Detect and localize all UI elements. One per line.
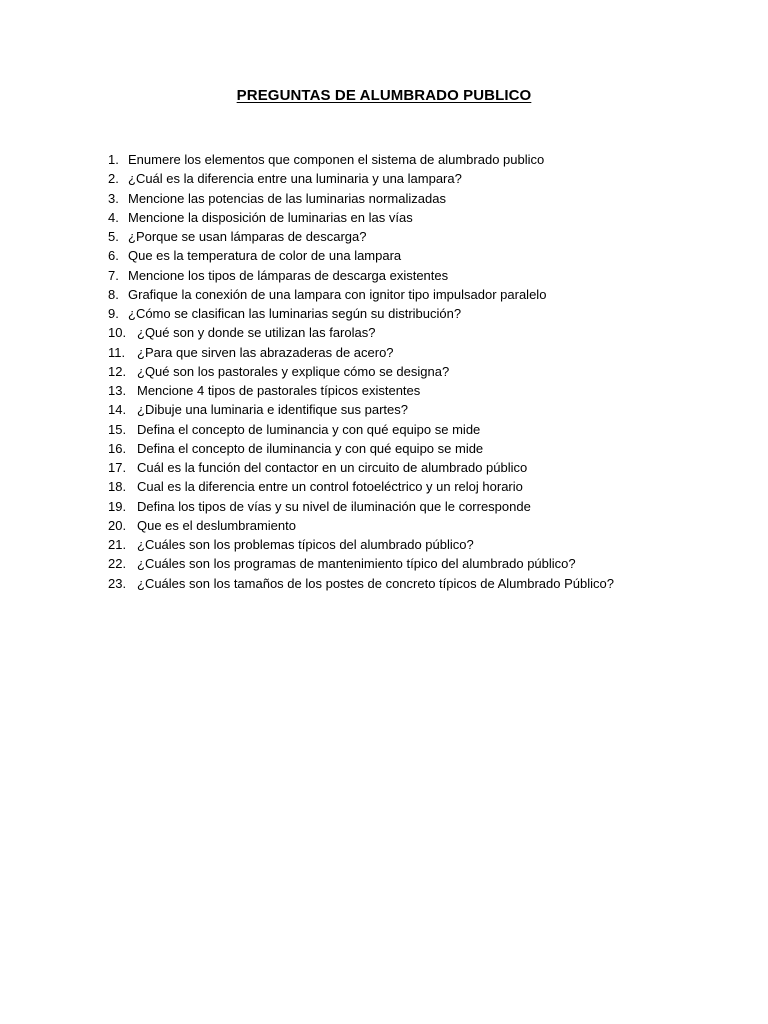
question-number: 4. bbox=[108, 209, 119, 225]
question-number: 16. bbox=[108, 440, 127, 456]
question-item bbox=[108, 458, 748, 477]
question-list bbox=[108, 150, 748, 593]
question-item bbox=[108, 554, 748, 573]
question-text: Mencione las potencias de las luminarias normalizadas bbox=[128, 190, 446, 206]
question-number: 5. bbox=[108, 229, 119, 244]
question-item bbox=[108, 189, 748, 208]
question-item bbox=[108, 497, 748, 516]
question-number: 12. bbox=[108, 363, 127, 379]
question-number: 6. bbox=[108, 248, 119, 264]
question-item bbox=[108, 420, 748, 439]
question-text: ¿Cuáles son los tamaños de los postes de concreto típicos de Alumbrado Público? bbox=[137, 575, 614, 591]
question-number: 18. bbox=[108, 479, 127, 495]
question-number: 19. bbox=[108, 498, 127, 514]
question-text: Enumere los elementos que componen el sistema de alumbrado publico bbox=[128, 152, 545, 167]
question-text: ¿Cuál es la diferencia entre una luminaria y una lampara? bbox=[128, 171, 462, 187]
question-text: Mencione los tipos de lámparas de descarga existentes bbox=[128, 267, 449, 283]
question-text: Mencione la disposición de luminarias en las vías bbox=[128, 209, 413, 225]
question-item bbox=[108, 516, 748, 535]
question-item bbox=[108, 439, 748, 458]
page-title: PREGUNTAS DE ALUMBRADO PUBLICO bbox=[236, 87, 532, 104]
question-item bbox=[108, 477, 748, 496]
question-item bbox=[108, 362, 748, 381]
question-item bbox=[108, 266, 748, 285]
question-text: ¿Dibuje una luminaria e identifique sus partes? bbox=[137, 402, 408, 418]
question-number: 9. bbox=[108, 306, 119, 321]
question-text: ¿Para que sirven las abrazaderas de acero? bbox=[137, 344, 394, 360]
question-item bbox=[108, 150, 748, 169]
question-text: Mencione 4 tipos de pastorales típicos existentes bbox=[137, 383, 421, 398]
question-number: 3. bbox=[108, 190, 119, 206]
question-item bbox=[108, 169, 748, 188]
question-text: Grafique la conexión de una lampara con ignitor tipo impulsador paralelo bbox=[128, 286, 547, 302]
question-number: 14. bbox=[108, 402, 127, 418]
question-number: 15. bbox=[108, 421, 127, 437]
question-number: 1. bbox=[108, 152, 119, 167]
question-text: ¿Cómo se clasifican las luminarias según su distribución? bbox=[128, 306, 462, 321]
question-text: ¿Qué son y donde se utilizan las farolas? bbox=[137, 325, 376, 341]
question-item bbox=[108, 246, 748, 265]
question-text: ¿Porque se usan lámparas de descarga? bbox=[128, 229, 367, 244]
question-item bbox=[108, 208, 748, 227]
question-number: 8. bbox=[108, 286, 119, 302]
question-text: Defina el concepto de luminancia y con qué equipo se mide bbox=[137, 421, 481, 437]
question-number: 23. bbox=[108, 575, 127, 591]
question-text: Que es el deslumbramiento bbox=[137, 517, 296, 533]
question-number: 21. bbox=[108, 537, 127, 552]
question-number: 13. bbox=[108, 383, 127, 398]
question-number: 11. bbox=[108, 344, 126, 360]
question-text: Que es la temperatura de color de una lampara bbox=[128, 248, 402, 264]
question-item bbox=[108, 304, 748, 323]
question-item bbox=[108, 323, 748, 342]
question-item bbox=[108, 535, 748, 554]
question-number: 2. bbox=[108, 171, 119, 187]
question-text: Defina los tipos de vías y su nivel de iluminación que le corresponde bbox=[137, 498, 531, 514]
question-item bbox=[108, 381, 748, 400]
question-text: Cual es la diferencia entre un control fotoeléctrico y un reloj horario bbox=[137, 479, 523, 495]
question-text: Defina el concepto de iluminancia y con qué equipo se mide bbox=[137, 440, 484, 456]
question-item bbox=[108, 400, 748, 419]
question-number: 22. bbox=[108, 556, 127, 572]
question-number: 17. bbox=[108, 460, 127, 475]
question-number: 7. bbox=[108, 267, 119, 283]
question-text: ¿Cuáles son los problemas típicos del alumbrado público? bbox=[137, 537, 474, 552]
question-text: ¿Cuáles son los programas de mantenimiento típico del alumbrado público? bbox=[137, 556, 576, 572]
question-item bbox=[108, 343, 748, 362]
question-number: 20. bbox=[108, 517, 127, 533]
question-text: Cuál es la función del contactor en un circuito de alumbrado público bbox=[137, 460, 528, 475]
question-number: 10. bbox=[108, 325, 127, 341]
question-item bbox=[108, 285, 748, 304]
question-item bbox=[108, 574, 748, 593]
question-text: ¿Qué son los pastorales y explique cómo se designa? bbox=[137, 363, 450, 379]
question-item bbox=[108, 227, 748, 246]
